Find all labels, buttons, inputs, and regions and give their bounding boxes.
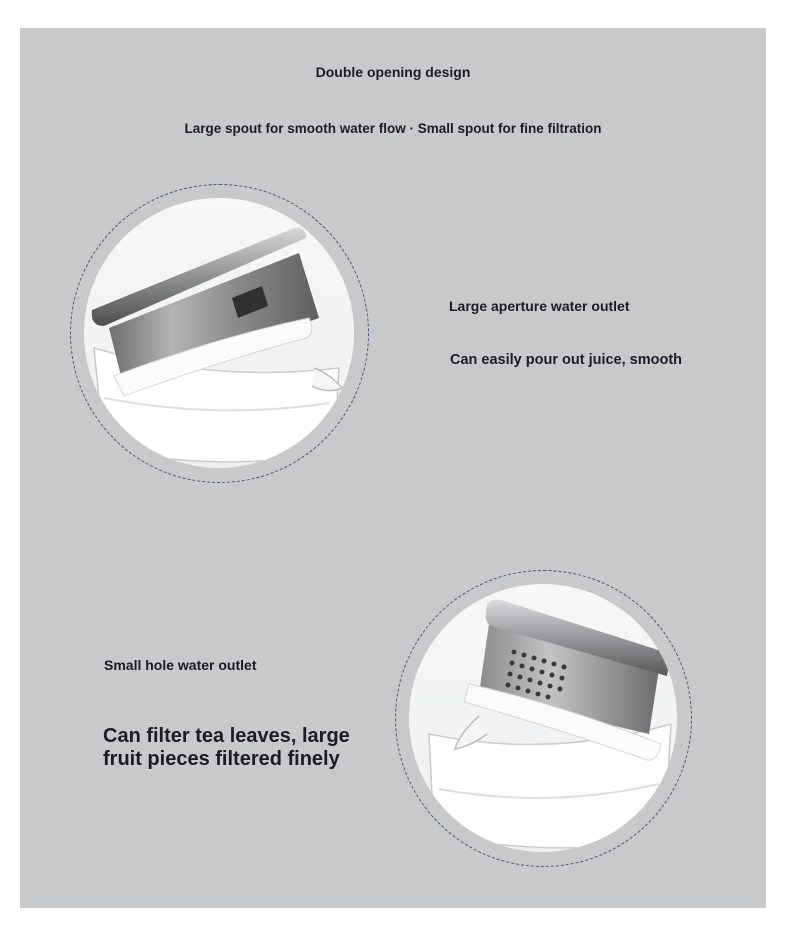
section-subtitle: Large spout for smooth water flow · Small spout for fine filtration	[184, 121, 602, 136]
teapot-lid-small-outlet-illustration	[409, 584, 677, 852]
small-outlet-heading: Small hole water outlet	[104, 657, 257, 673]
large-outlet-photo	[84, 198, 354, 468]
teapot-lid-large-outlet-illustration	[84, 198, 354, 468]
large-outlet-heading: Large aperture water outlet	[449, 298, 630, 314]
section-title: Double opening design	[315, 64, 471, 80]
small-outlet-description: Can filter tea leaves, large fruit pieces filtered finely	[103, 725, 350, 770]
large-outlet-description: Can easily pour out juice, smooth	[450, 352, 683, 368]
small-outlet-photo	[409, 584, 677, 852]
